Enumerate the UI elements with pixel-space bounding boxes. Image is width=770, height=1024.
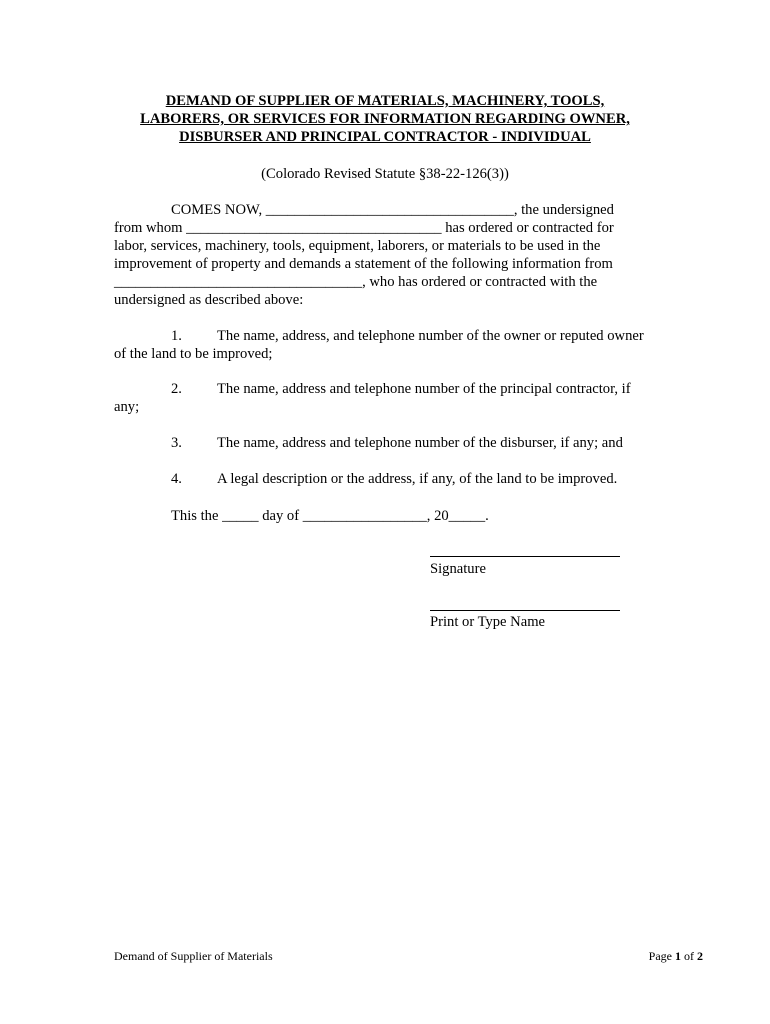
item-number: 2. <box>171 381 182 397</box>
date-line <box>114 507 659 525</box>
item-text: The name, address and telephone number of the principal contractor, if <box>217 381 631 397</box>
item-continuation: any; <box>114 399 140 415</box>
current-page: 1 <box>675 949 681 963</box>
statute-reference: (Colorado Revised Statute §38-22-126(3)) <box>261 166 509 182</box>
title-line: DISBURSER AND PRINCIPAL CONTRACTOR - INDIVIDUAL <box>179 129 591 145</box>
document-title <box>114 92 656 146</box>
date-line-text: This the _____ day of _________________, 20_____. <box>171 508 489 524</box>
item-number: 4. <box>171 471 182 487</box>
intro-line: COMES NOW, __________________________________, the undersigned <box>171 202 614 218</box>
item-number: 1. <box>171 328 182 344</box>
item-continuation: of the land to be improved; <box>114 346 273 362</box>
item-number: 3. <box>171 435 182 451</box>
page-number: Page 1 of 2 <box>648 949 703 963</box>
signature-line[interactable] <box>430 556 620 557</box>
intro-line: labor, services, machinery, tools, equipment, laborers, or materials to be used in the <box>114 238 601 254</box>
signature-label: Signature <box>430 561 486 577</box>
list-item-4 <box>114 470 659 488</box>
item-text: A legal description or the address, if any, of the land to be improved. <box>217 471 618 487</box>
title-line: LABORERS, OR SERVICES FOR INFORMATION REGARDING OWNER, <box>140 111 630 127</box>
print-name-line[interactable] <box>430 610 620 611</box>
intro-line: __________________________________, who has ordered or contracted with the <box>114 274 598 290</box>
intro-paragraph <box>114 201 659 309</box>
intro-line: from whom ___________________________________ has ordered or contracted for <box>114 220 614 236</box>
title-line: DEMAND OF SUPPLIER OF MATERIALS, MACHINERY, TOOLS, <box>165 93 605 109</box>
item-text: The name, address, and telephone number of the owner or reputed owner <box>217 328 644 344</box>
list-item-2 <box>114 380 659 416</box>
total-pages: 2 <box>697 949 703 963</box>
item-text: The name, address and telephone number of the disburser, if any; and <box>217 435 623 451</box>
intro-line: improvement of property and demands a statement of the following information from <box>114 256 613 272</box>
list-item-3 <box>114 434 659 452</box>
print-name-label: Print or Type Name <box>430 614 546 630</box>
intro-line: undersigned as described above: <box>114 292 304 308</box>
footer-title: Demand of Supplier of Materials <box>114 949 273 963</box>
list-item-1 <box>114 327 659 363</box>
